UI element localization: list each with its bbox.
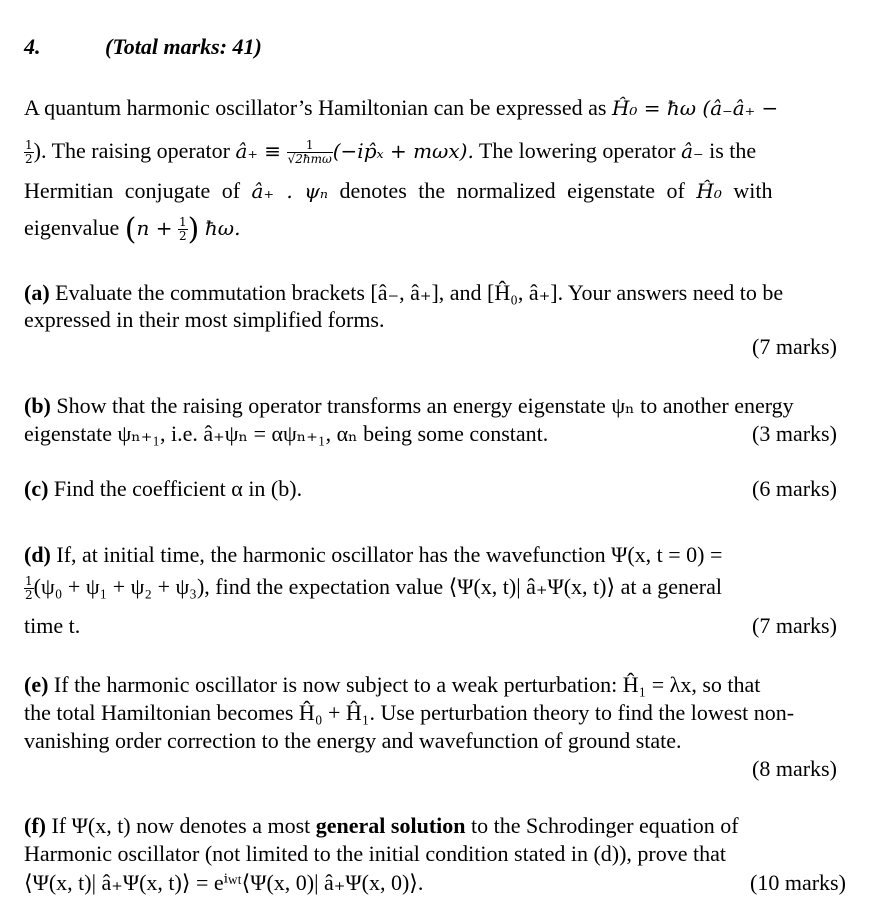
intro-line-4: eigenvalue (n + $\frac{1}{2}$ ) ħω. bbox=[24, 212, 241, 247]
part-d-line-1 bbox=[24, 542, 722, 568]
part-c-label: (c) bbox=[24, 476, 49, 501]
part-c-text-1: Find the coefficient α in (b). bbox=[53, 476, 303, 501]
part-b-label: (b) bbox=[24, 393, 51, 418]
half-fraction: $\frac{1}{2}$ bbox=[25, 138, 33, 167]
raising-fraction: $\frac{1}{\text{√2ħmω}}$ bbox=[287, 138, 332, 167]
part-a-line-1 bbox=[24, 280, 783, 306]
intro-line-1 bbox=[24, 95, 778, 121]
part-f-marks: (10 marks) bbox=[750, 870, 846, 895]
part-f-label: (f) bbox=[24, 813, 46, 838]
intro-line-3 bbox=[24, 178, 772, 204]
part-a-label: (a) bbox=[24, 280, 50, 305]
part-d-text-1: If, at initial time, the harmonic oscillator has the wavefunction Ψ(x, t = 0) = bbox=[56, 542, 723, 567]
lowering-label: The lowering operator bbox=[478, 138, 676, 163]
part-d-label: (d) bbox=[24, 542, 51, 567]
h0-expression: Ĥ₀ = ħω (â₋â₊ − bbox=[611, 96, 779, 120]
intro-text-3b: denotes the normalized eigenstate of bbox=[339, 178, 685, 203]
part-d-text-2: (ψ₀ + ψ₁ + ψ₂ + ψ₃), find the expectation value ⟨Ψ(x, t)| â₊Ψ(x, t)⟩ at a general bbox=[33, 574, 722, 599]
question-number: 4. bbox=[24, 34, 41, 59]
part-f-text-1b: to the Schrodinger equation of bbox=[471, 813, 739, 838]
intro-end-4: ħω. bbox=[204, 216, 241, 240]
part-a-line-2: expressed in their most simplified forms. bbox=[24, 307, 385, 332]
part-d-marks: (7 marks) bbox=[752, 613, 837, 638]
intro-psi-3: ψₙ bbox=[304, 179, 329, 203]
part-b-line-1 bbox=[24, 393, 794, 419]
part-f-line-3: ⟨Ψ(x, t)| â₊Ψ(x, t)⟩ = eⁱʷᵗ⟨Ψ(x, 0)| â₊Ψ(x, 0)⟩. bbox=[24, 870, 424, 895]
raising-expr: (−ip̂ₓ + mωx). bbox=[332, 139, 474, 163]
part-f-text-1a: If Ψ(x, t) now denotes a most bbox=[51, 813, 311, 838]
intro-op-3: â₊ . bbox=[251, 179, 293, 203]
part-e-marks: (8 marks) bbox=[752, 756, 837, 781]
intro-text-4a: eigenvalue bbox=[24, 215, 120, 240]
part-b-text-1: Show that the raising operator transforms an energy eigenstate ψₙ to another energy bbox=[56, 393, 794, 418]
part-e-line-3: vanishing order correction to the energy and wavefunction of ground state. bbox=[24, 728, 682, 753]
half-fraction-2: $\frac{1}{2}$ bbox=[179, 215, 187, 244]
raising-label: ). The raising operator bbox=[33, 138, 230, 163]
intro-text: A quantum harmonic oscillator’s Hamiltonian can be expressed as bbox=[24, 95, 607, 120]
intro-expr-4: n + bbox=[136, 216, 173, 240]
intro-text-3a: Hermitian conjugate of bbox=[24, 178, 241, 203]
intro-h0-3: Ĥ₀ bbox=[696, 179, 722, 203]
part-e-line-2: the total Hamiltonian becomes Ĥ₀ + Ĥ₁. Use perturbation theory to find the lowest non- bbox=[24, 700, 795, 725]
part-c-line-1 bbox=[24, 476, 302, 502]
intro-text-2c: is the bbox=[709, 138, 757, 163]
part-f-line-2: Harmonic oscillator (not limited to the initial condition stated in (d)), prove that bbox=[24, 841, 727, 866]
raising-def: â₊ ≡ bbox=[235, 139, 282, 163]
part-f-line-1 bbox=[24, 813, 739, 839]
part-d-line-3: time t. bbox=[24, 613, 81, 638]
part-b-marks: (3 marks) bbox=[752, 421, 837, 446]
part-a-text-1: Evaluate the commutation brackets [â₋, â₊], and [Ĥ₀, â₊]. Your answers need to be bbox=[55, 280, 784, 305]
part-f-bold: general solution bbox=[315, 813, 466, 838]
part-c-marks: (6 marks) bbox=[752, 476, 837, 501]
half-fraction-3: $\frac{1}{2}$ bbox=[25, 574, 33, 603]
intro-text-3c: with bbox=[733, 178, 773, 203]
part-b-line-2: eigenstate ψₙ₊₁, i.e. â₊ψₙ = αψₙ₊₁, αₙ being some constant. bbox=[24, 421, 549, 446]
total-marks: (Total marks: 41) bbox=[105, 34, 262, 59]
part-a-marks: (7 marks) bbox=[752, 334, 837, 359]
intro-line-2 bbox=[24, 138, 756, 166]
lowering-op: â₋ bbox=[681, 139, 704, 163]
part-e-text-1: If the harmonic oscillator is now subject to a weak perturbation: Ĥ₁ = λx, so that bbox=[53, 672, 761, 697]
part-e-label: (e) bbox=[24, 672, 49, 697]
part-e-line-1 bbox=[24, 672, 760, 698]
part-d-line-2 bbox=[24, 574, 722, 602]
